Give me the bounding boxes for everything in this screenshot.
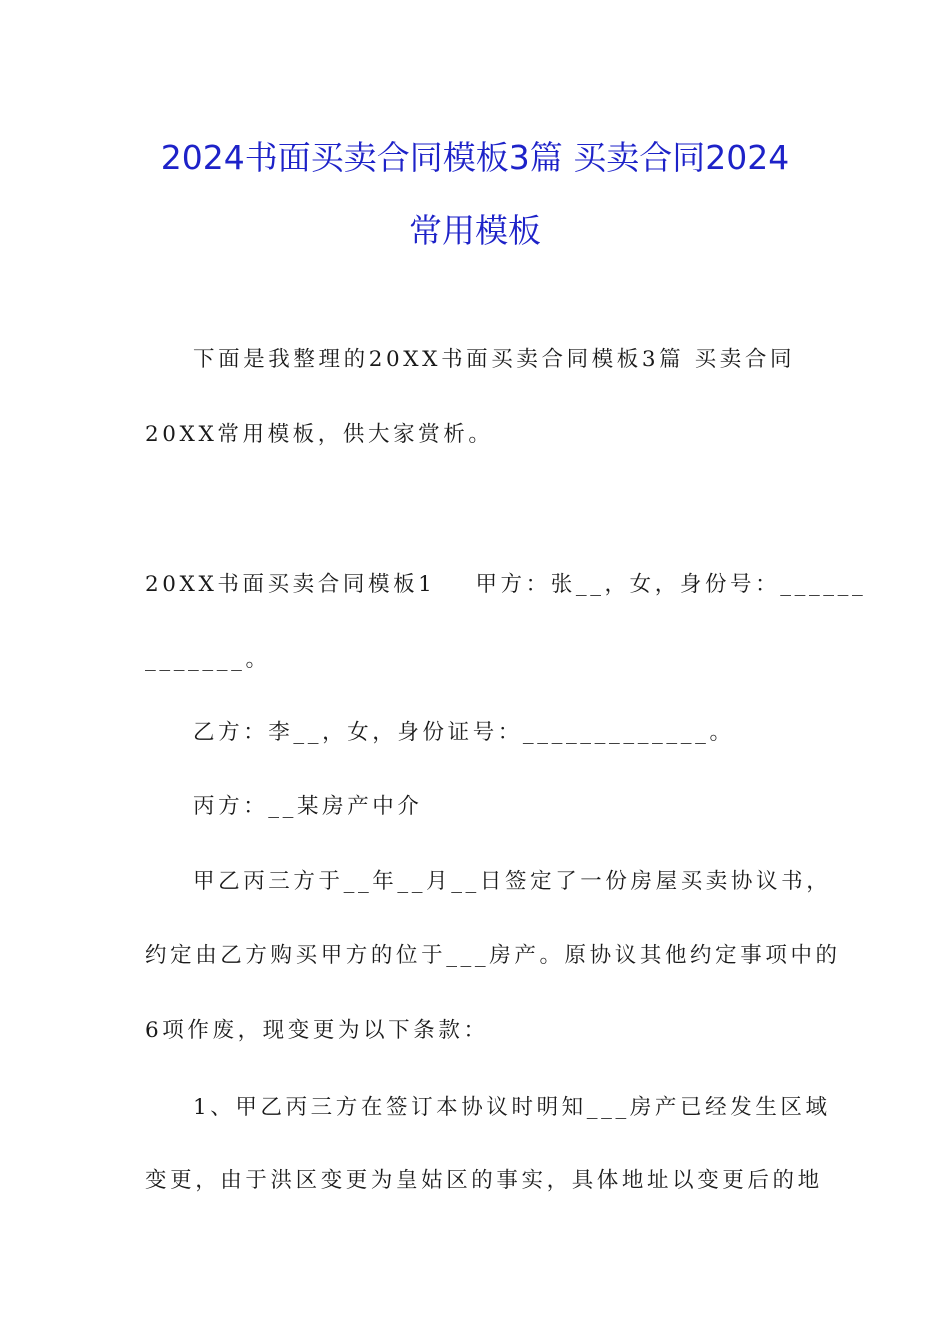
party-b-line: 乙方：李__，女，身份证号：_____________。 — [193, 720, 735, 745]
clause-1-line-1: 1、甲乙丙三方在签订本协议时明知___房产已经发生区域 — [193, 1095, 831, 1120]
intro-paragraph-line-1: 下面是我整理的20XX书面买卖合同模板3篇 买卖合同 — [193, 347, 796, 372]
party-c-line: 丙方：__某房产中介 — [193, 794, 423, 819]
document-title-line-2: 常用模板 — [409, 211, 541, 250]
section-heading-line — [145, 570, 867, 600]
agreement-paragraph-line-3: 6项作废，现变更为以下条款： — [145, 1018, 489, 1043]
section-heading: 20XX书面买卖合同模板1 — [145, 572, 436, 597]
document-title-line-1: 2024书面买卖合同模板3篇 买卖合同2024 — [160, 138, 790, 177]
agreement-paragraph-line-1: 甲乙丙三方于__年__月__日签定了一份房屋买卖协议书， — [193, 869, 832, 894]
intro-paragraph-line-2: 20XX常用模板，供大家赏析。 — [145, 422, 494, 447]
agreement-paragraph-line-2: 约定由乙方购买甲方的位于___房产。原协议其他约定事项中的 — [145, 943, 841, 968]
party-a-line: 甲方：张__，女，身份号：______ — [475, 572, 867, 597]
clause-1-line-2: 变更，由于洪区变更为皇姑区的事实，具体地址以变更后的地 — [145, 1168, 823, 1193]
party-a-continuation: _______。 — [145, 647, 271, 672]
